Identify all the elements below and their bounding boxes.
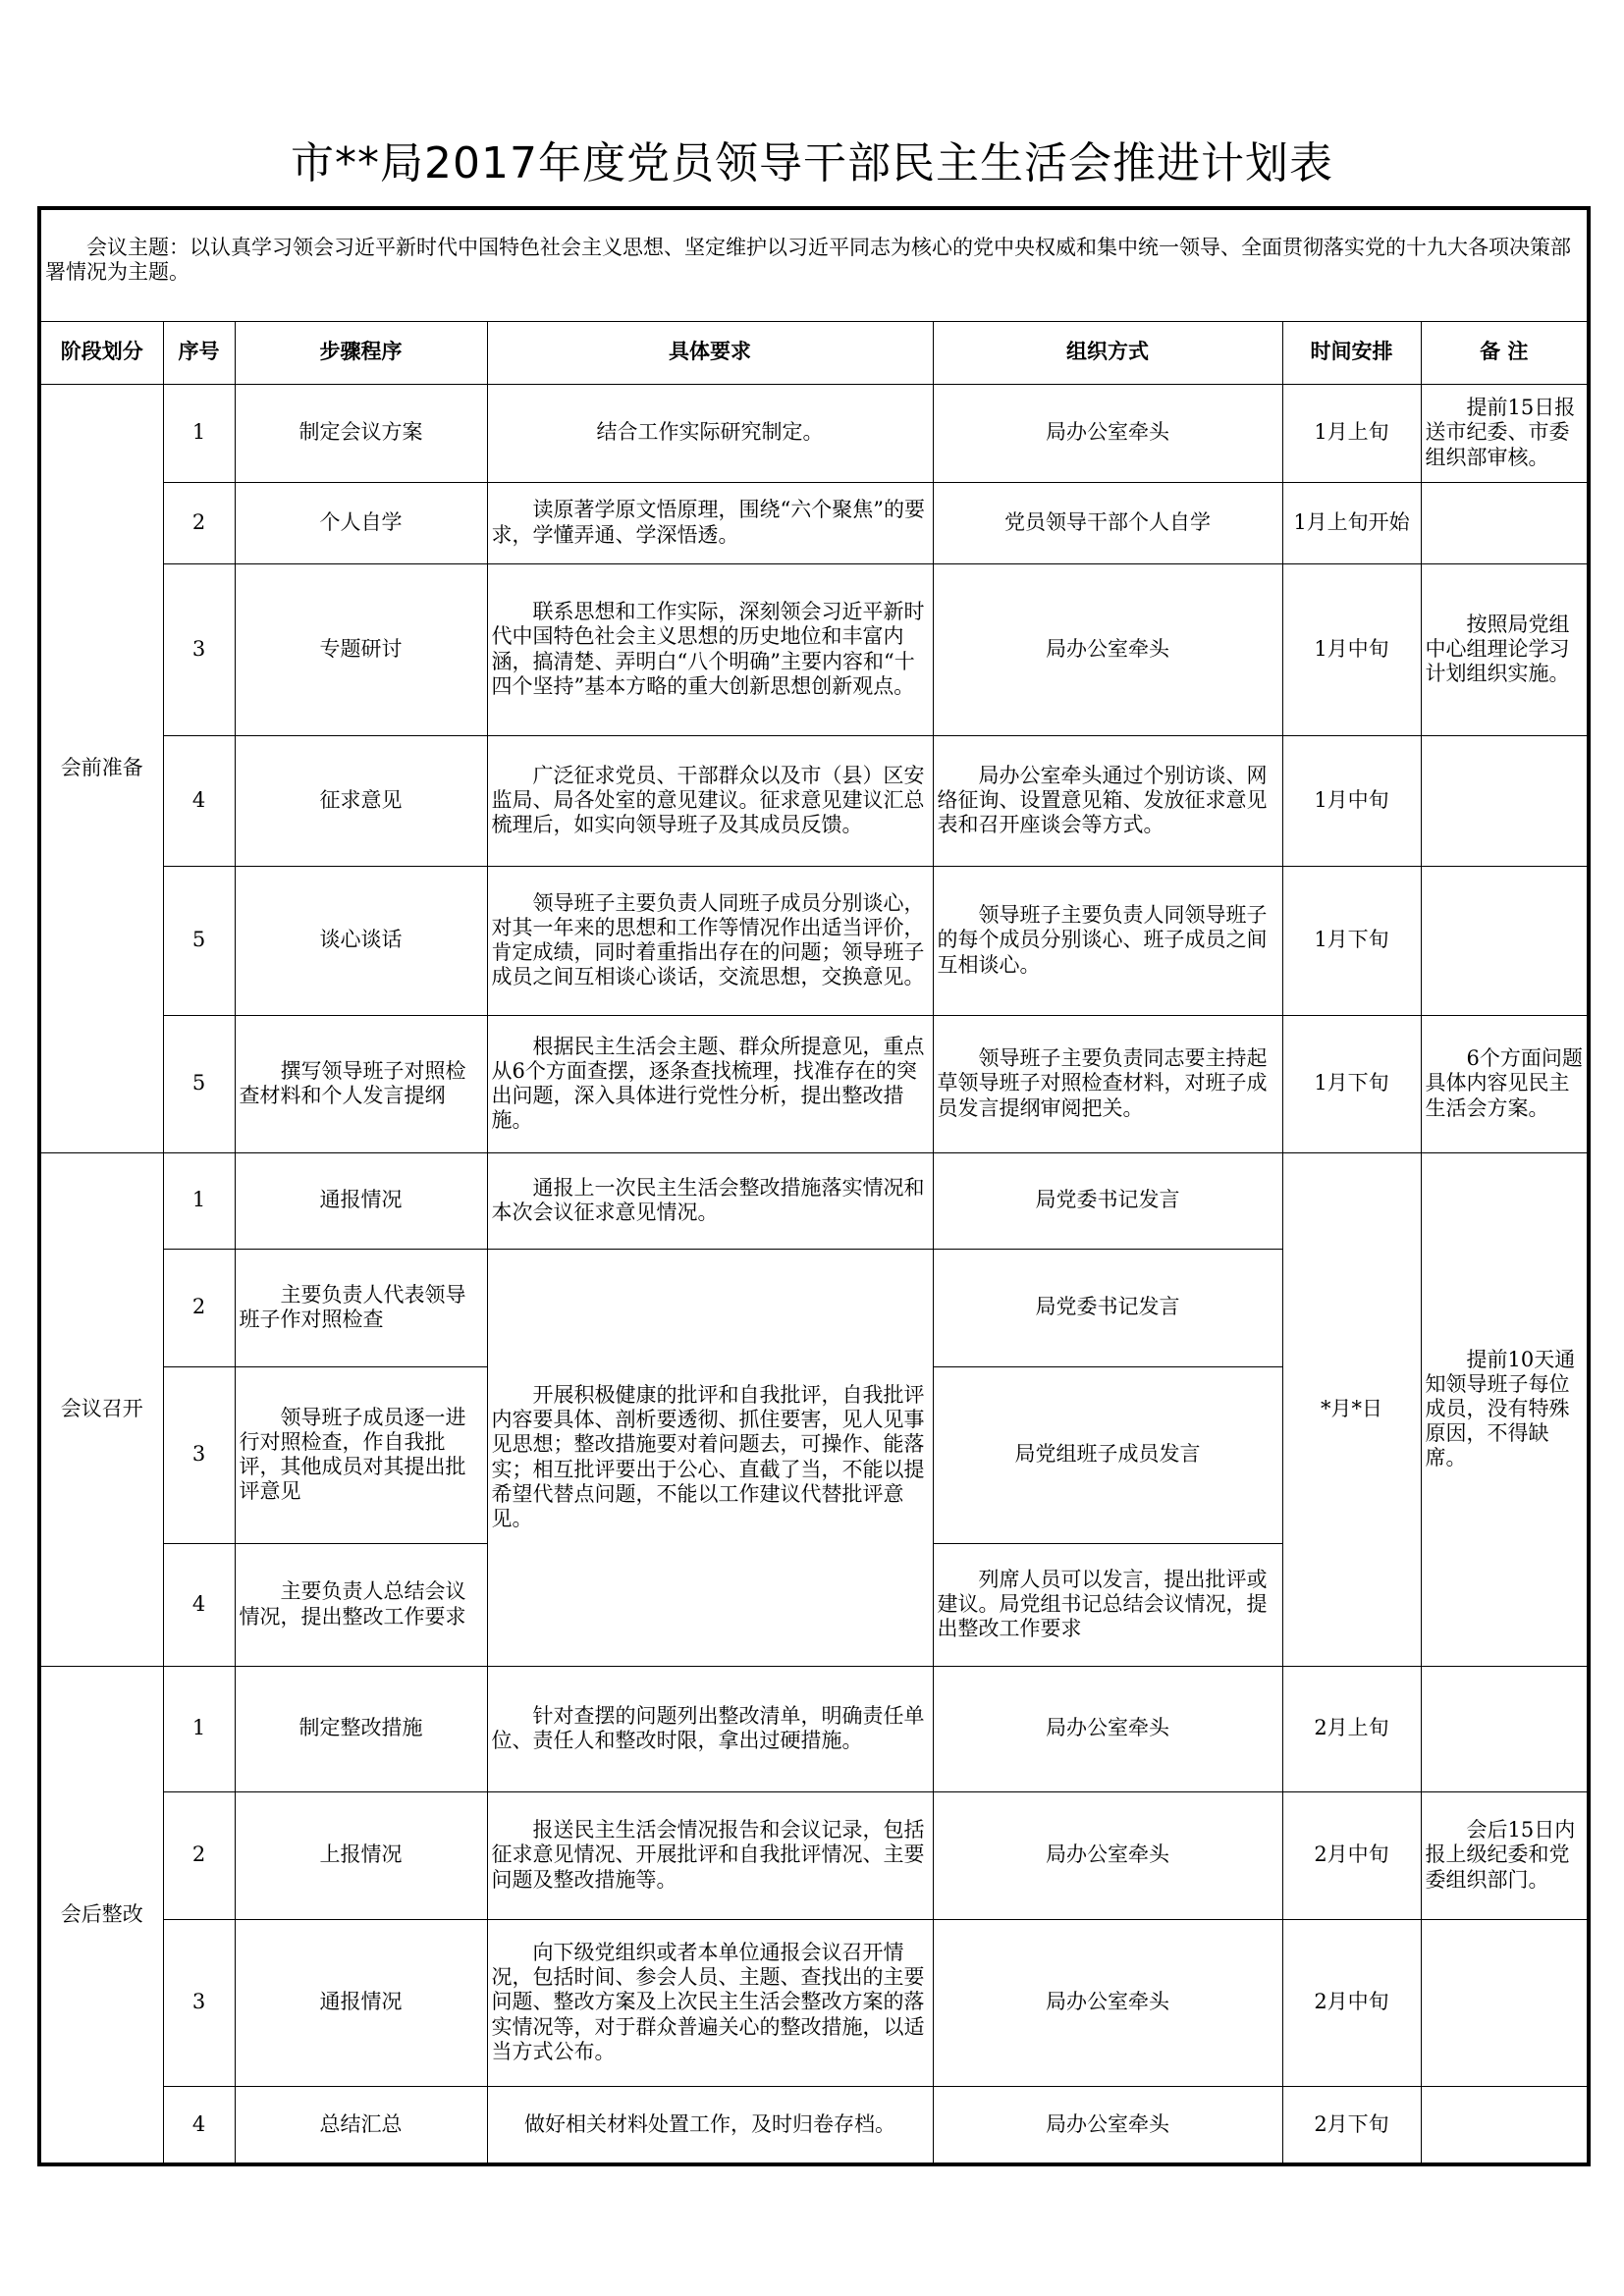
stage-prep: 会前准备 bbox=[39, 384, 163, 1152]
row-organization: 列席人员可以发言，提出批评或建议。局党组书记总结会议情况，提出整改工作要求 bbox=[933, 1543, 1282, 1666]
meeting-time: *月*日 bbox=[1282, 1152, 1421, 1666]
row-organization: 局办公室牵头 bbox=[933, 384, 1282, 482]
row-requirement: 结合工作实际研究制定。 bbox=[487, 384, 933, 482]
row-requirement: 联系思想和工作实际，深刻领会习近平新时代中国特色社会主义思想的历史地位和丰富内涵，搞清楚、弄明白“八个明确”主要内容和“十四个坚持”基本方略的重大创新思想创新观点。 bbox=[487, 563, 933, 735]
row-organization: 领导班子主要负责同志要主持起草领导班子对照检查材料，对班子成员发言提纲审阅把关。 bbox=[933, 1015, 1282, 1152]
row-organization: 局办公室牵头 bbox=[933, 1919, 1282, 2086]
row-time: 2月下旬 bbox=[1282, 2086, 1421, 2164]
row-organization: 局党组班子成员发言 bbox=[933, 1366, 1282, 1543]
table-row bbox=[39, 866, 1589, 1015]
row-time: 2月上旬 bbox=[1282, 1666, 1421, 1791]
row-organization: 局办公室牵头 bbox=[933, 1666, 1282, 1791]
row-step: 专题研讨 bbox=[235, 563, 487, 735]
row-requirement: 向下级党组织或者本单位通报会议召开情况，包括时间、参会人员、主题、查找出的主要问题、整改方案及上次民主生活会整改方案的落实情况等，对于群众普遍关心的整改措施，以适当方式公布。 bbox=[487, 1919, 933, 2086]
row-organization: 局办公室牵头通过个别访谈、网络征询、设置意见箱、发放征求意见表和召开座谈会等方式。 bbox=[933, 735, 1282, 866]
row-seq: 3 bbox=[163, 563, 235, 735]
row-step: 征求意见 bbox=[235, 735, 487, 866]
row-time: 1月中旬 bbox=[1282, 735, 1421, 866]
row-step: 上报情况 bbox=[235, 1791, 487, 1919]
row-step: 制定整改措施 bbox=[235, 1666, 487, 1791]
row-requirement: 做好相关材料处置工作，及时归卷存档。 bbox=[487, 2086, 933, 2164]
header-organization: 组织方式 bbox=[933, 321, 1282, 384]
row-requirement: 针对查摆的问题列出整改清单，明确责任单位、责任人和整改时限，拿出过硬措施。 bbox=[487, 1666, 933, 1791]
row-note: 提前15日报送市纪委、市委组织部审核。 bbox=[1421, 384, 1589, 482]
row-step: 领导班子成员逐一进行对照检查，作自我批评，其他成员对其提出批评意见 bbox=[235, 1366, 487, 1543]
row-step: 个人自学 bbox=[235, 482, 487, 563]
stage-after: 会后整改 bbox=[39, 1666, 163, 2164]
row-organization: 党员领导干部个人自学 bbox=[933, 482, 1282, 563]
meeting-note: 提前10天通知领导班子每位成员，没有特殊原因，不得缺席。 bbox=[1421, 1152, 1589, 1666]
row-organization: 局办公室牵头 bbox=[933, 563, 1282, 735]
row-seq: 5 bbox=[163, 866, 235, 1015]
table-row bbox=[39, 735, 1589, 866]
row-note bbox=[1421, 1666, 1589, 1791]
row-seq: 4 bbox=[163, 2086, 235, 2164]
row-time: 1月下旬 bbox=[1282, 1015, 1421, 1152]
header-row bbox=[39, 321, 1589, 384]
row-organization: 局党委书记发言 bbox=[933, 1249, 1282, 1366]
header-stage: 阶段划分 bbox=[39, 321, 163, 384]
row-note: 按照局党组中心组理论学习计划组织实施。 bbox=[1421, 563, 1589, 735]
table-row bbox=[39, 1791, 1589, 1919]
table-row bbox=[39, 384, 1589, 482]
row-seq: 1 bbox=[163, 1152, 235, 1249]
row-seq: 1 bbox=[163, 384, 235, 482]
table-row bbox=[39, 563, 1589, 735]
table-row bbox=[39, 2086, 1589, 2164]
row-seq: 2 bbox=[163, 482, 235, 563]
row-step: 通报情况 bbox=[235, 1919, 487, 2086]
header-seq: 序号 bbox=[163, 321, 235, 384]
row-time: 1月中旬 bbox=[1282, 563, 1421, 735]
row-organization: 局党委书记发言 bbox=[933, 1152, 1282, 1249]
row-seq: 4 bbox=[163, 735, 235, 866]
row-seq: 1 bbox=[163, 1666, 235, 1791]
meeting-requirement: 开展积极健康的批评和自我批评，自我批评内容要具体、剖析要透彻、抓住要害，见人见事见思想；整改措施要对着问题去，可操作、能落实；相互批评要出于公心、直截了当，不能以提希望代替点问题，不能以工作建议代替批评意见。 bbox=[487, 1249, 933, 1666]
row-requirement: 领导班子主要负责人同班子成员分别谈心，对其一年来的思想和工作等情况作出适当评价，肯定成绩，同时着重指出存在的问题；领导班子成员之间互相谈心谈话，交流思想，交换意见。 bbox=[487, 866, 933, 1015]
row-note bbox=[1421, 735, 1589, 866]
row-note: 会后15日内报上级纪委和党委组织部门。 bbox=[1421, 1791, 1589, 1919]
row-organization: 局办公室牵头 bbox=[933, 1791, 1282, 1919]
row-time: 2月中旬 bbox=[1282, 1919, 1421, 2086]
row-requirement: 广泛征求党员、干部群众以及市（县）区安监局、局各处室的意见建议。征求意见建议汇总梳理后，如实向领导班子及其成员反馈。 bbox=[487, 735, 933, 866]
row-seq: 3 bbox=[163, 1919, 235, 2086]
row-step: 制定会议方案 bbox=[235, 384, 487, 482]
row-time: 2月中旬 bbox=[1282, 1791, 1421, 1919]
plan-table bbox=[37, 206, 1591, 2166]
row-step: 主要负责人总结会议情况，提出整改工作要求 bbox=[235, 1543, 487, 1666]
header-time: 时间安排 bbox=[1282, 321, 1421, 384]
theme-row bbox=[39, 208, 1589, 321]
row-time: 1月上旬 bbox=[1282, 384, 1421, 482]
row-step: 谈心谈话 bbox=[235, 866, 487, 1015]
row-note bbox=[1421, 866, 1589, 1015]
table-row bbox=[39, 1015, 1589, 1152]
table-row bbox=[39, 1152, 1589, 1249]
row-note bbox=[1421, 2086, 1589, 2164]
row-note: 6个方面问题具体内容见民主生活会方案。 bbox=[1421, 1015, 1589, 1152]
row-step: 通报情况 bbox=[235, 1152, 487, 1249]
row-step: 总结汇总 bbox=[235, 2086, 487, 2164]
row-requirement: 通报上一次民主生活会整改措施落实情况和本次会议征求意见情况。 bbox=[487, 1152, 933, 1249]
row-step: 撰写领导班子对照检查材料和个人发言提纲 bbox=[235, 1015, 487, 1152]
row-seq: 5 bbox=[163, 1015, 235, 1152]
table-row bbox=[39, 482, 1589, 563]
row-organization: 领导班子主要负责人同领导班子的每个成员分别谈心、班子成员之间互相谈心。 bbox=[933, 866, 1282, 1015]
row-seq: 2 bbox=[163, 1791, 235, 1919]
header-note: 备 注 bbox=[1421, 321, 1589, 384]
header-step: 步骤程序 bbox=[235, 321, 487, 384]
row-step: 主要负责人代表领导班子作对照检查 bbox=[235, 1249, 487, 1366]
page-title: 市**局2017年度党员领导干部民主生活会推进计划表 bbox=[291, 138, 1333, 188]
table-row bbox=[39, 1666, 1589, 1791]
row-seq: 3 bbox=[163, 1366, 235, 1543]
row-time: 1月下旬 bbox=[1282, 866, 1421, 1015]
table-row bbox=[39, 1919, 1589, 2086]
row-note bbox=[1421, 1919, 1589, 2086]
row-requirement: 根据民主生活会主题、群众所提意见，重点从6个方面查摆，逐条查找梳理，找准存在的突出问题，深入具体进行党性分析，提出整改措施。 bbox=[487, 1015, 933, 1152]
row-time: 1月上旬开始 bbox=[1282, 482, 1421, 563]
header-requirement: 具体要求 bbox=[487, 321, 933, 384]
row-organization: 局办公室牵头 bbox=[933, 2086, 1282, 2164]
meeting-theme: 会议主题：以认真学习领会习近平新时代中国特色社会主义思想、坚定维护以习近平同志为核心的党中央权威和集中统一领导、全面贯彻落实党的十九大各项决策部署情况为主题。 bbox=[39, 208, 1589, 321]
row-requirement: 报送民主生活会情况报告和会议记录，包括征求意见情况、开展批评和自我批评情况、主要问题及整改措施等。 bbox=[487, 1791, 933, 1919]
row-seq: 2 bbox=[163, 1249, 235, 1366]
row-seq: 4 bbox=[163, 1543, 235, 1666]
row-requirement: 读原著学原文悟原理，围绕“六个聚焦”的要求，学懂弄通、学深悟透。 bbox=[487, 482, 933, 563]
stage-meeting: 会议召开 bbox=[39, 1152, 163, 1666]
row-note bbox=[1421, 482, 1589, 563]
